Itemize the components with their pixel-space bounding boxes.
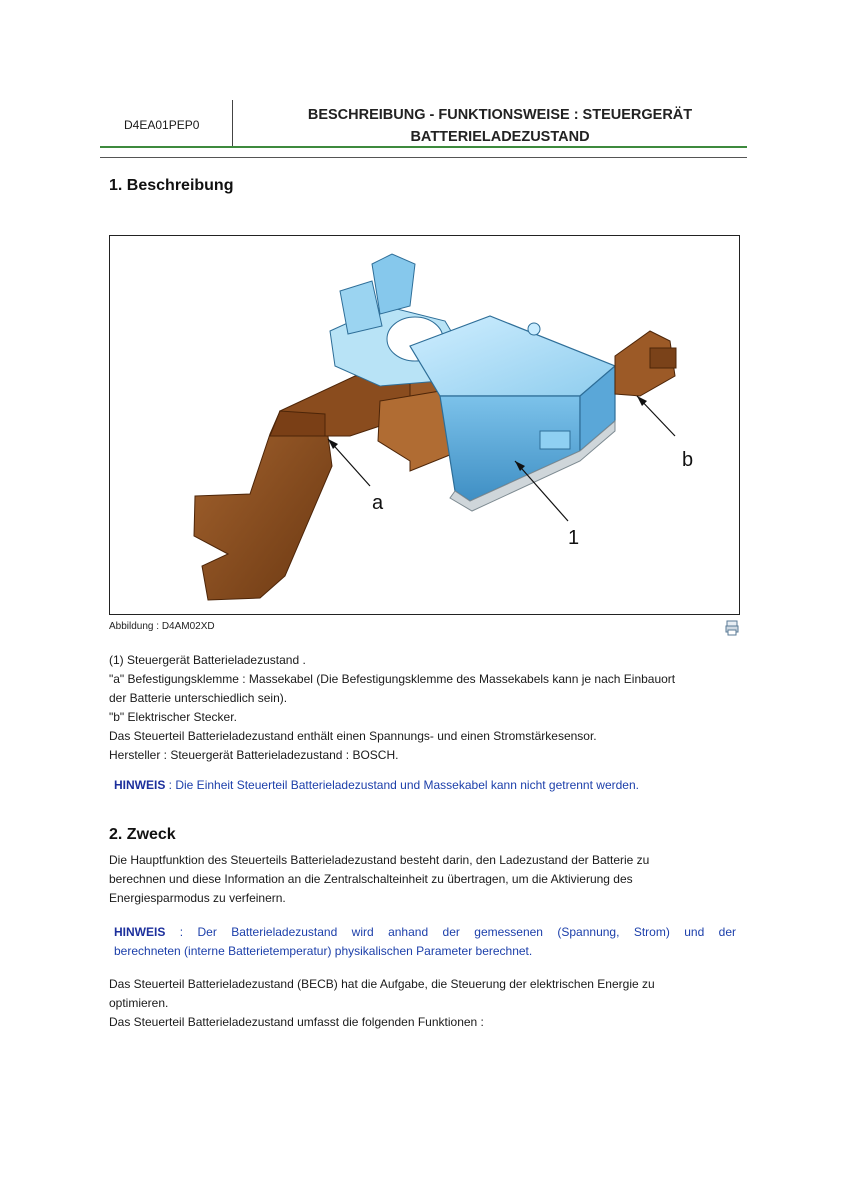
header-rule-green xyxy=(100,146,747,148)
hint-label: HINWEIS xyxy=(114,778,166,792)
text-line: Das Steuerteil Batterieladezustand umfasst die folgenden Funktionen : xyxy=(109,1015,484,1029)
section-2-heading: 2. Zweck xyxy=(109,826,176,843)
section-1-heading: 1. Beschreibung xyxy=(109,177,234,194)
header-rule xyxy=(100,157,747,158)
text-line: "a" Befestigungsklemme : Massekabel (Die Befestigungsklemme des Massekabels kann je nach Einbauort xyxy=(109,672,676,686)
print-icon[interactable] xyxy=(725,620,739,641)
text-line: optimieren. xyxy=(109,996,169,1010)
text-line: (1) Steuergerät Batterieladezustand . xyxy=(109,653,306,667)
document-code: D4EA01PEP0 xyxy=(124,118,200,132)
text-line: berechnen und diese Information an die Zentralschalteinheit zu übertragen, um die Aktivierung des xyxy=(109,872,633,886)
text-line: Die Hauptfunktion des Steuerteils Batterieladezustand besteht darin, den Ladezustand der Batterie zu xyxy=(109,853,650,867)
label-1: 1 xyxy=(568,527,580,549)
header-divider xyxy=(232,100,233,147)
text-line: der Batterie unterschiedlich sein). xyxy=(109,691,288,705)
text-line: Das Steuerteil Batterieladezustand (BECB) hat die Aufgabe, die Steuerung der elektrischen Energie zu xyxy=(109,977,655,991)
figure-caption: Abbildung : D4AM02XD xyxy=(109,621,215,632)
component-illustration xyxy=(109,235,740,615)
text-line: "b" Elektrischer Stecker. xyxy=(109,710,237,724)
section-2-paragraph xyxy=(109,975,655,1032)
hint-text: : Die Einheit Steuerteil Batterieladezustand und Massekabel kann nicht getrennt werden. xyxy=(165,778,639,792)
text-line: Hersteller : Steuergerät Batterieladezustand : BOSCH. xyxy=(109,748,399,762)
text-line: Energiesparmodus zu verfeinern. xyxy=(109,891,286,905)
label-b: b xyxy=(682,449,694,471)
hint-text: berechneten (interne Batterietemperatur) physikalischen Parameter berechnet. xyxy=(114,944,533,958)
document-title-line-1: BESCHREIBUNG - FUNKTIONSWEISE : STEUERGERÄT xyxy=(307,107,693,123)
battery-sensor-drawing xyxy=(110,236,739,614)
label-a: a xyxy=(372,492,384,514)
document-title xyxy=(250,104,750,148)
section-2-paragraph xyxy=(109,851,649,908)
hint-note xyxy=(114,776,639,795)
hint-text: : Der Batterieladezustand wird anhand der gemessenen (Spannung, Strom) und der xyxy=(165,925,736,939)
section-1-body xyxy=(109,651,675,765)
hint-note xyxy=(114,923,736,961)
hint-label: HINWEIS xyxy=(114,925,166,939)
document-title-line-2: BATTERIELADEZUSTAND xyxy=(410,129,590,145)
text-line: Das Steuerteil Batterieladezustand enthält einen Spannungs- und einen Stromstärkesensor. xyxy=(109,729,597,743)
